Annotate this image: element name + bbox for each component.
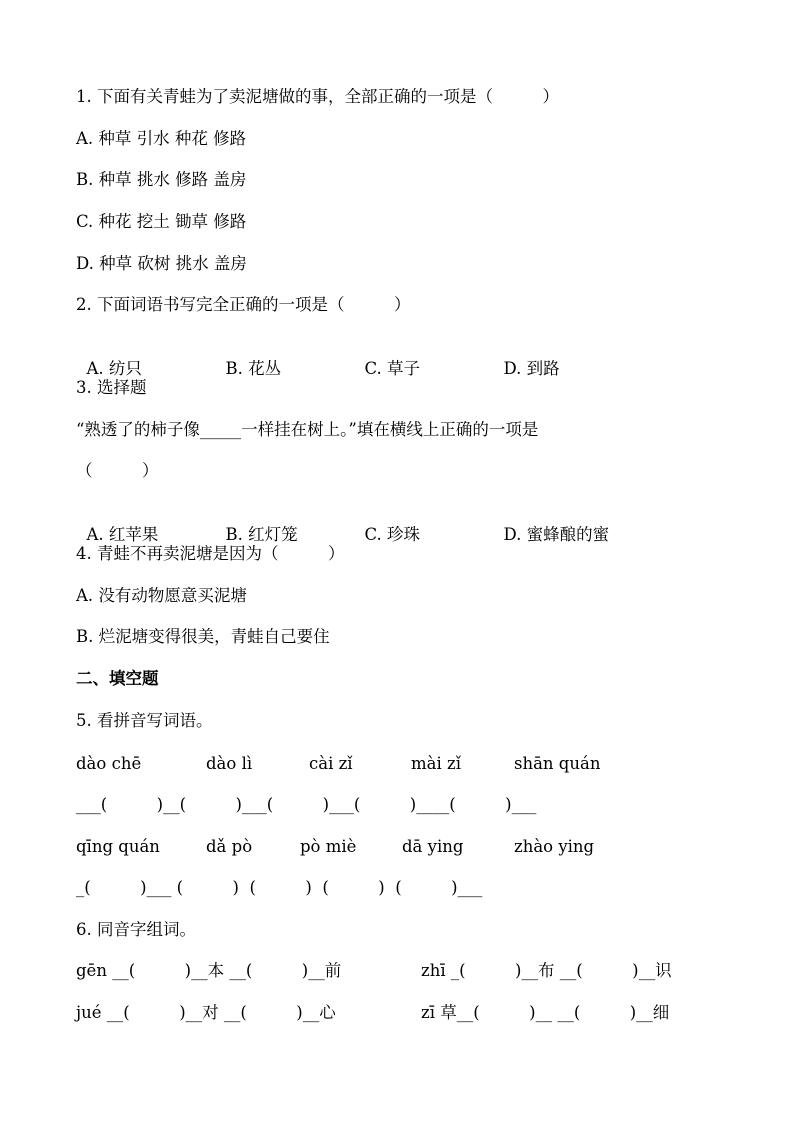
question-1-option-c: C. 种花 挖土 锄草 修路 [76,212,247,231]
pinyin-2: dào lì [206,754,253,773]
question-4-option-b: B. 烂泥塘变得很美，青蛙自己要住 [76,627,330,646]
homophone-row-1-right[interactable]: zhī _( )__布 __( )__识 [421,961,672,980]
question-2-option-a: A. 纺只 [86,359,142,378]
question-1-stem: 1. 下面有关青蛙为了卖泥塘做的事，全部正确的一项是（ ） [76,87,559,106]
question-5-stem: 5. 看拼音写词语。 [76,711,213,730]
question-3-option-b: B. 红灯笼 [225,525,298,544]
homophone-row-2-right[interactable]: zī 草__( )__ __( )__细 [421,1003,670,1022]
question-3-stem: 3. 选择题 [76,378,147,397]
homophone-row-2-left[interactable]: jué __( )__对 __( )__心 [76,1003,336,1022]
pinyin-3: cài zǐ [309,754,353,773]
question-3-answer-paren: （ ） [76,461,159,480]
section-2-title: 二、填空题 [76,669,159,688]
question-4-stem: 4. 青蛙不再卖泥塘是因为（ ） [76,544,345,563]
pinyin-1: dào chē [76,754,142,773]
question-1-option-b: B. 种草 挑水 修路 盖房 [76,170,247,189]
question-2-option-c: C. 草子 [364,359,421,378]
question-1-option-a: A. 种草 引水 种花 修路 [76,129,247,148]
pinyin-7: dǎ pò [206,837,253,856]
question-3-option-a: A. 红苹果 [86,525,159,544]
pinyin-9: dā ying [402,837,464,856]
question-3-sentence: “熟透了的柿子像_____一样挂在树上。”填在横线上正确的一项是 [76,420,539,439]
answer-blanks-row-2[interactable]: _( )___ ( ) ( ) ( ) ( )___ [76,878,483,897]
pinyin-8: pò miè [300,837,357,856]
question-1-option-d: D. 种草 砍树 挑水 盖房 [76,254,247,273]
question-2-stem: 2. 下面词语书写完全正确的一项是（ ） [76,295,411,314]
question-2-option-d: D. 到路 [503,359,560,378]
pinyin-4: mài zǐ [411,754,461,773]
question-6-stem: 6. 同音字组词。 [76,920,196,939]
question-3-option-d: D. 蜜蜂酿的蜜 [503,525,610,544]
question-2-option-b: B. 花丛 [225,359,282,378]
question-2-options [76,336,560,380]
answer-blanks-row-1[interactable]: ___( )__( )___( )___( )____( )___ [76,795,537,814]
question-3-options [76,502,609,546]
question-3-option-c: C. 珍珠 [364,525,421,544]
pinyin-5: shān quán [514,754,601,773]
homophone-row-1-left[interactable]: gēn __( )__本 __( )__前 [76,961,342,980]
pinyin-6: qīng quán [76,837,160,856]
question-4-option-a: A. 没有动物愿意买泥塘 [76,586,247,605]
pinyin-10: zhào ying [514,837,595,856]
